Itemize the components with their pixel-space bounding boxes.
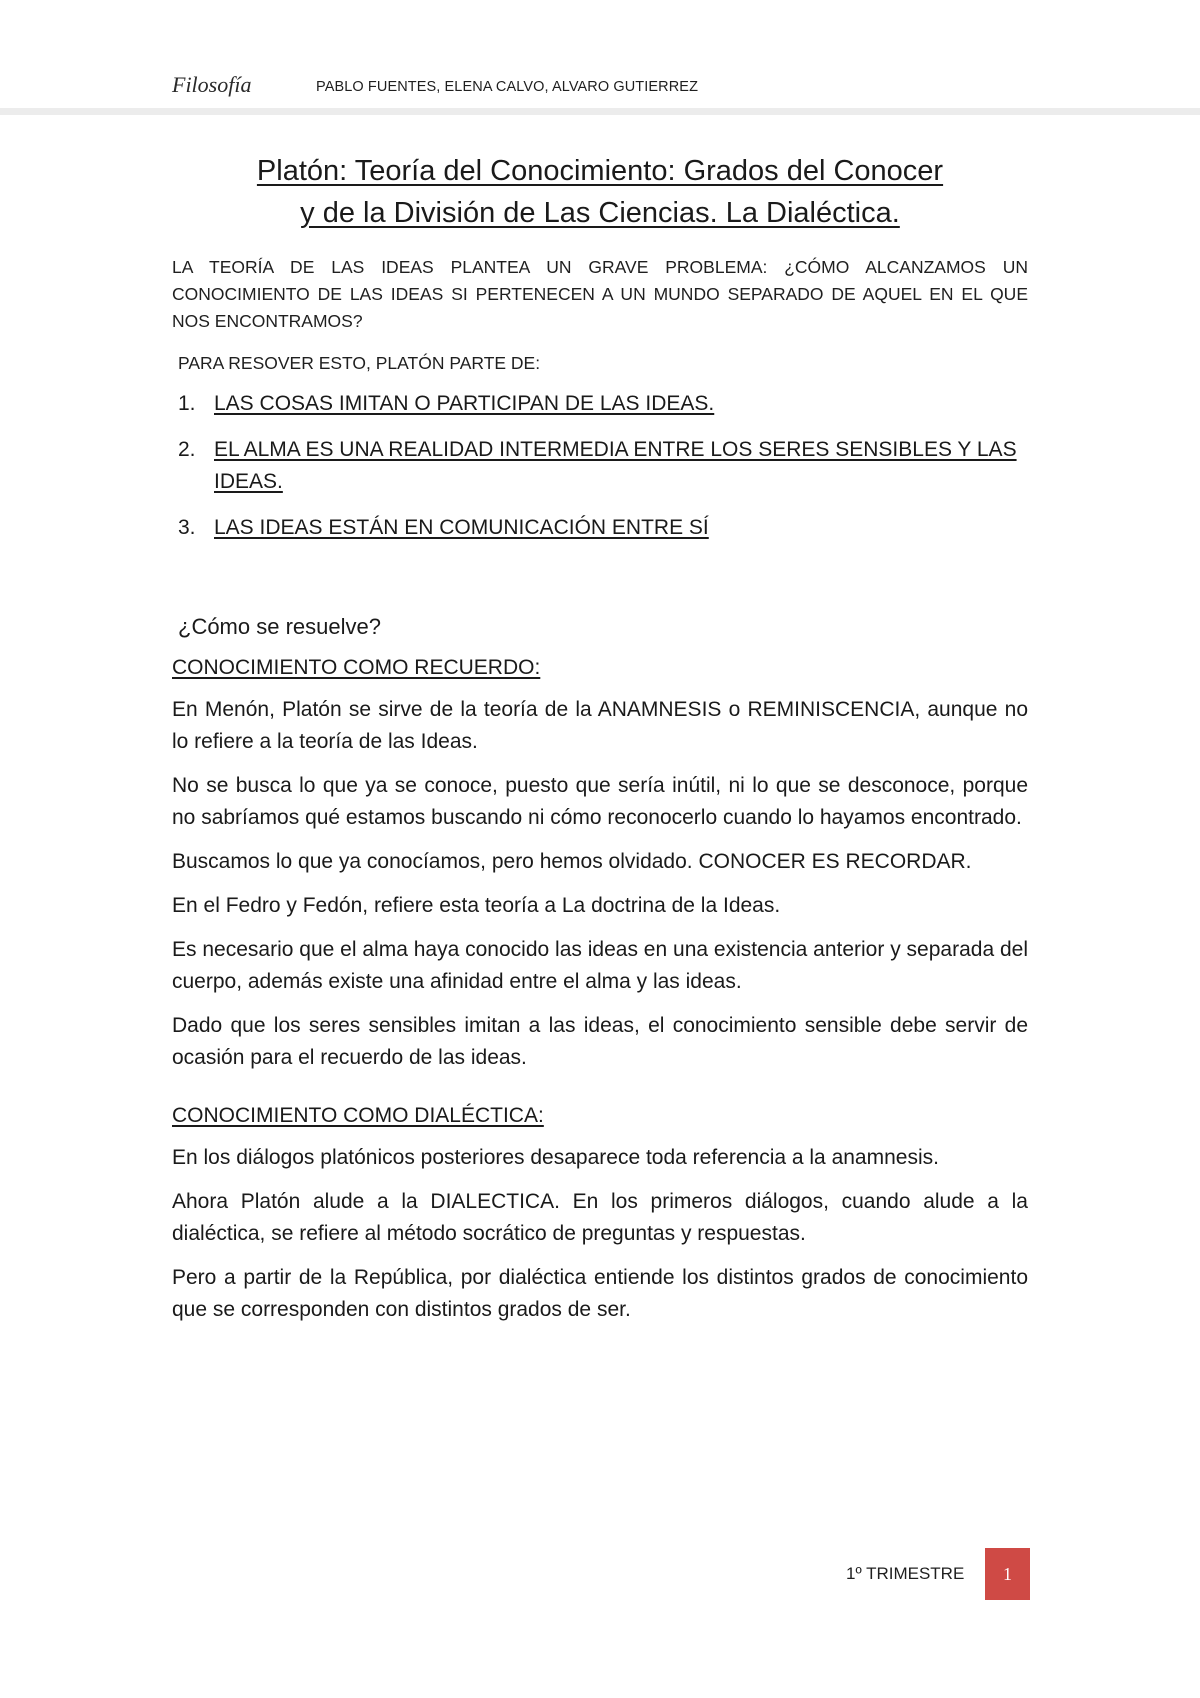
paragraph: Ahora Platón alude a la DIALECTICA. En los primeros diálogos, cuando alude a la dialéctica, se refiere al método socrático de preguntas y respuestas. <box>172 1190 1028 1245</box>
list-item <box>172 388 1028 420</box>
page-number: 1 <box>1003 1563 1012 1584</box>
problem-statement: LA TEORÍA DE LAS IDEAS PLANTEA UN GRAVE PROBLEMA: ¿CÓMO ALCANZAMOS UN CONOCIMIENTO DE LAS IDEAS SI PERTENECEN A UN MUNDO SEPARADO DE AQUEL EN EL QUE NOS ENCONTRAMOS? <box>172 257 1028 331</box>
paragraph: En el Fedro y Fedón, refiere esta teoría a La doctrina de la Ideas. <box>172 894 781 917</box>
title-line-2: y de la División de Las Ciencias. La Dialéctica. <box>300 197 900 229</box>
paragraph: En Menón, Platón se sirve de la teoría de la ANAMNESIS o REMINISCENCIA, aunque no lo refiere a la teoría de las Ideas. <box>172 698 1028 753</box>
header-divider <box>0 108 1200 115</box>
list-number: 1. <box>178 392 196 415</box>
list-item <box>172 512 1028 544</box>
list-item <box>172 434 1028 498</box>
paragraph: No se busca lo que ya se conoce, puesto que sería inútil, ni lo que se desconoce, porque no sabríamos qué estamos buscando ni cómo reconocerlo cuando lo hayamos encontrado. <box>172 774 1028 829</box>
paragraph: Dado que los seres sensibles imitan a las ideas, el conocimiento sensible debe servir de ocasión para el recuerdo de las ideas. <box>172 1014 1028 1069</box>
paragraph: Pero a partir de la República, por dialéctica entiende los distintos grados de conocimiento que se corresponden con distintos grados de ser. <box>172 1266 1028 1321</box>
list-text: LAS IDEAS ESTÁN EN COMUNICACIÓN ENTRE SÍ <box>214 516 709 539</box>
list-number: 3. <box>178 516 196 539</box>
section-heading-dialectica: CONOCIMIENTO COMO DIALÉCTICA: <box>172 1104 544 1127</box>
list-number: 2. <box>178 438 196 461</box>
page-number-badge <box>985 1548 1030 1600</box>
paragraph: Buscamos lo que ya conocíamos, pero hemos olvidado. CONOCER ES RECORDAR. <box>172 850 972 873</box>
section-heading-recuerdo: CONOCIMIENTO COMO RECUERDO: <box>172 656 541 679</box>
title-line-1: Platón: Teoría del Conocimiento: Grados del Conocer <box>256 155 944 187</box>
page-header <box>0 0 1200 108</box>
list-text: LAS COSAS IMITAN O PARTICIPAN DE LAS IDEAS. <box>214 392 715 415</box>
document-body <box>172 150 1028 1338</box>
header-subject: Filosofía <box>172 72 252 97</box>
paragraph: En los diálogos platónicos posteriores desaparece toda referencia a la anamnesis. <box>172 1146 939 1169</box>
list-text: EL ALMA ES UNA REALIDAD INTERMEDIA ENTRE LOS SERES SENSIBLES Y LAS IDEAS. <box>214 438 1017 493</box>
paragraph: Es necesario que el alma haya conocido las ideas en una existencia anterior y separada del cuerpo, además existe una afinidad entre el alma y las ideas. <box>172 938 1028 993</box>
footer-trimester-label: 1º TRIMESTRE <box>846 1564 965 1583</box>
premises-intro: PARA RESOVER ESTO, PLATÓN PARTE DE: <box>178 353 541 373</box>
document-title <box>172 150 1028 234</box>
header-authors: PABLO FUENTES, ELENA CALVO, ALVARO GUTIERREZ <box>316 79 699 95</box>
premises-list <box>172 388 1028 544</box>
question-line: ¿Cómo se resuelve? <box>178 614 381 639</box>
